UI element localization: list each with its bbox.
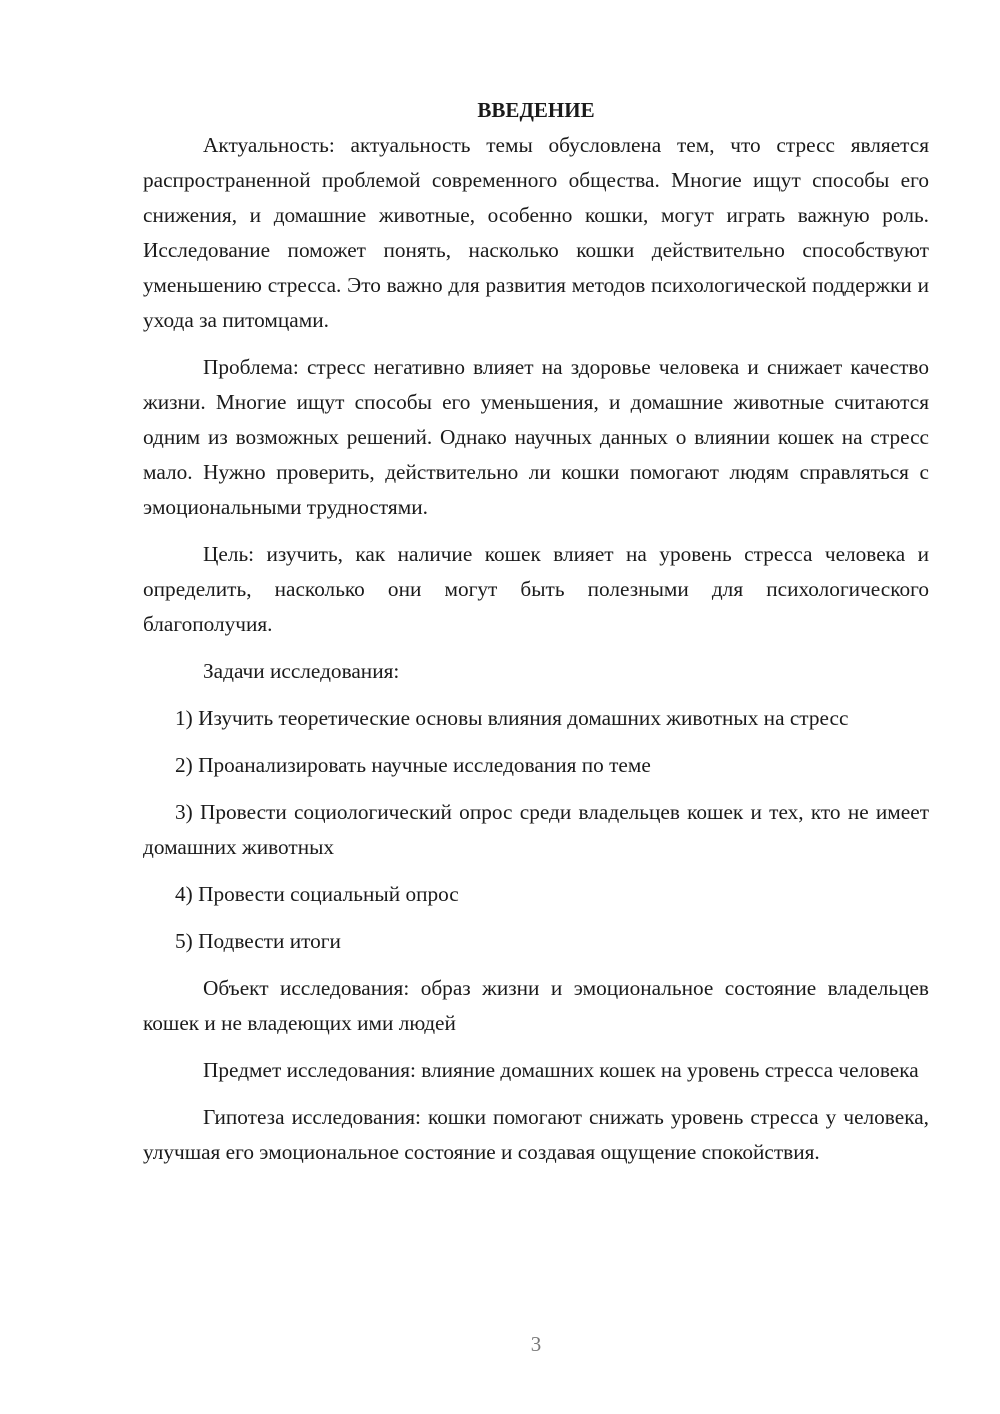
goal-paragraph: Цель: изучить, как наличие кошек влияет на уровень стресса человека и определить, насколько они могут быть полезными для психологического благополучия. xyxy=(143,542,929,636)
subject-paragraph: Предмет исследования: влияние домашних кошек на уровень стресса человека xyxy=(203,1058,919,1082)
page-title: ВВЕДЕНИЕ xyxy=(477,98,595,122)
object-paragraph: Объект исследования: образ жизни и эмоциональное состояние владельцев кошек и не владеющих ими людей xyxy=(143,976,929,1035)
task-item: 3) Провести социологический опрос среди владельцев кошек и тех, кто не имеет домашних животных xyxy=(143,800,929,859)
tasks-heading: Задачи исследования: xyxy=(203,659,400,683)
task-item: 1) Изучить теоретические основы влияния домашних животных на стресс xyxy=(175,706,849,730)
relevance-paragraph: Актуальность: актуальность темы обусловлена тем, что стресс является распространенной проблемой современного общества. Многие ищут способы его снижения, и домашние животные, особенно кошки, могут играть важную роль. Исследование поможет понять, насколько кошки действительно способствуют уменьшению стресса. Это важно для развития методов психологической поддержки и ухода за питомцами. xyxy=(143,133,929,332)
page-number: 3 xyxy=(530,1332,542,1356)
hypothesis-paragraph: Гипотеза исследования: кошки помогают снижать уровень стресса у человека, улучшая его эмоциональное состояние и создавая ощущение спокойствия. xyxy=(143,1105,929,1164)
task-item: 2) Проанализировать научные исследования по теме xyxy=(175,753,651,777)
document-page xyxy=(143,93,929,1182)
problem-paragraph: Проблема: стресс негативно влияет на здоровье человека и снижает качество жизни. Многие ищут способы его уменьшения, и домашние животные считаются одним из возможных решений. Однако научных данных о влиянии кошек на стресс мало. Нужно проверить, действительно ли кошки помогают людям справляться с эмоциональными трудностями. xyxy=(143,355,929,519)
task-item: 5) Подвести итоги xyxy=(175,929,341,953)
task-item: 4) Провести социальный опрос xyxy=(175,882,459,906)
